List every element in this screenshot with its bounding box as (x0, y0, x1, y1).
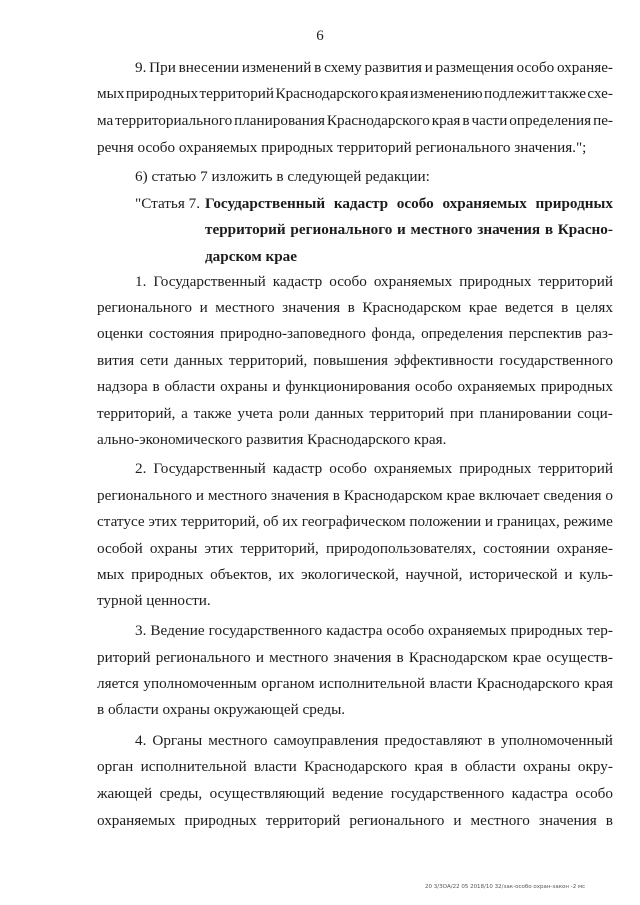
page-number: 6 (316, 28, 324, 44)
document-line: жающей среды, осуществляющий ведение государственного кадастра особо (97, 785, 613, 802)
document-line: ма территориального планирования Краснодарского края в части определения пе- (97, 112, 613, 129)
document-line: 3. Ведение государственного кадастра особо охраняемых природных тер- (135, 622, 613, 639)
document-footer: 20 3/ЗОА/22 05 2018/10 32/зак-особо охран-закон -2 мс (425, 884, 586, 890)
document-line: ляется уполномоченным органом исполнительной власти Краснодарского края (97, 675, 613, 692)
document-line: мых природных территорий Краснодарского края изменению подлежит также схе- (97, 85, 613, 102)
document-line: 4. Органы местного самоуправления предоставляют в уполномоченный (135, 732, 613, 749)
document-line: речня особо охраняемых природных территорий регионального значения."; (97, 139, 587, 156)
article-heading-line: дарском крае (205, 248, 297, 265)
document-line: ально-экономического развития Краснодарского края. (97, 431, 447, 448)
document-line: 9. При внесении изменений в схему развития и размещения особо охраняе- (135, 59, 613, 76)
document-line: вития сети данных территорий, повышения эффективности государственного (97, 352, 613, 369)
document-line: территорий, а также учета роли данных территорий при планировании соци- (97, 405, 613, 422)
document-line: оценки состояния природно-заповедного фонда, определения перспектив раз- (97, 325, 613, 342)
document-line: 1. Государственный кадастр особо охраняемых природных территорий (135, 273, 613, 290)
document-line: в области охраны окружающей среды. (97, 701, 346, 718)
document-line: 6) статью 7 изложить в следующей редакции: (135, 168, 430, 185)
article-heading-line: "Статья 7. (135, 195, 201, 212)
document-line: риторий регионального и местного значения в Краснодарском крае осуществ- (97, 649, 613, 666)
document-line: охраняемых природных территорий регионального и местного значения в (97, 812, 613, 829)
document-line: орган исполнительной власти Краснодарского края в области охраны окру- (97, 758, 613, 775)
article-heading-line: территорий регионального и местного значения в Красно- (205, 221, 613, 238)
document-line: 2. Государственный кадастр особо охраняемых природных территорий (135, 460, 613, 477)
document-line: мых природных объектов, их экологической, научной, исторической и куль- (97, 566, 613, 583)
article-heading-line: Государственный кадастр особо охраняемых природных (205, 195, 613, 212)
document-line: статусе этих территорий, об их географическом положении и границах, режиме (97, 513, 613, 530)
document-line: надзора в области охраны и функционирования особо охраняемых природных (97, 378, 613, 395)
document-line: турной ценности. (97, 592, 211, 609)
document-line: регионального и местного значения в Краснодарском крае ведется в целях (97, 299, 613, 316)
document-line: особой охраны этих территорий, природопользователях, состоянии охраняе- (97, 540, 613, 557)
document-line: регионального и местного значения в Краснодарском крае включает сведения о (97, 487, 613, 504)
